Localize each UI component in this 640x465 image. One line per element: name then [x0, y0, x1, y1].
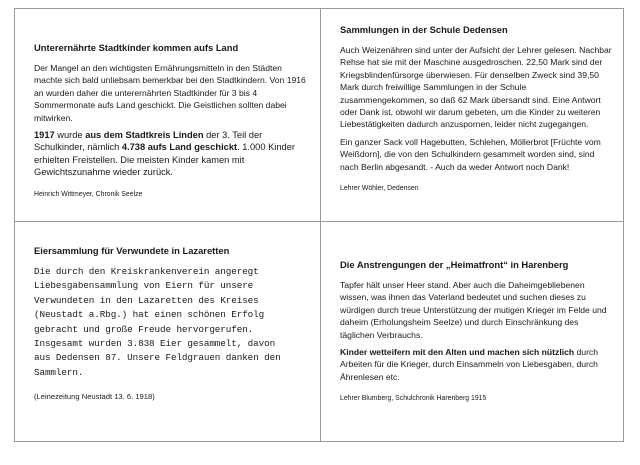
text-line: gebracht und große Freude hervorgerufen. — [34, 323, 254, 335]
typewritten-text — [34, 265, 306, 380]
bold-run: Kinder wetteifern mit den Alten und machen sich nützlich — [340, 347, 575, 358]
text-run: der 3. Teil der Schulkinder, nämlich — [34, 130, 263, 153]
text-line: Die durch den Kreiskrankenverein angeregt — [34, 266, 259, 277]
paragraph: Ein ganzer Sack voll Hagebutten, Schlehen, Möllerbrot [Früchte vom Weißdorn], die von den Schulkindern gesammelt worden sind, sind nach Berlin abgesandt. - Auch da weder Antwort noch Dank! — [340, 136, 601, 172]
panel-sammlungen — [340, 24, 612, 194]
paragraph: Der Mangel an den wichtigsten Ernährungsmitteln in den Städten machte sich bald unliebsam bemerkbar bei den Stadtkindern. Von 1916 an wurden daher die unterernährten Stadtkinder für 3 bis 4 Sommermonate aufs Land geschickt. Die Geistlichen sollten dabei mitwirken. — [34, 63, 306, 123]
bold-run: 4.738 aufs Land geschickt — [121, 142, 238, 153]
paragraph-linden — [34, 129, 306, 179]
paragraph: Tapfer hält unser Heer stand. Aber auch die Daheimgebliebenen wissen, was ihnen das Vaterland bedeutet und suchen dieses zu würdigen durch treue Unterstützung der mutigen Krieger im Felde und daheim (Erholungsheim Seelze) und durch Einschränkung des täglichen Verbrauchs. — [340, 280, 607, 340]
year: 1917 — [34, 130, 55, 141]
panel-title: Unterernährte Stadtkinder kommen aufs Land — [34, 42, 239, 53]
panel-stadtkinder — [34, 42, 306, 200]
text-line: Verwundeten in den Lazaretten des Kreises — [34, 294, 259, 306]
text-line: aus Dedensen 87. Unsere Feldgrauen danken den — [34, 352, 281, 364]
panel-heimatfront — [340, 259, 612, 404]
text-line: (Neustadt a.Rbg.) hat einen schönen Erfolg — [34, 309, 265, 321]
text-line: Sammlern. — [34, 366, 84, 378]
source-citation: Lehrer Blumberg, Schulchronik Harenberg 1915 — [340, 395, 487, 403]
panel-eiersammlung — [34, 245, 306, 402]
bold-run: aus dem Stadtkreis Linden — [85, 130, 204, 141]
panel-title: Eiersammlung für Verwundete in Lazaretten — [34, 245, 230, 256]
panel-title: Die Anstrengungen der „Heimatfront“ in Harenberg — [340, 259, 569, 270]
horizontal-divider — [14, 221, 624, 222]
vertical-divider — [320, 8, 321, 442]
text-line: Insgesamt wurden 3.838 Eier gesammelt, davon — [34, 338, 276, 350]
text-run: wurde — [54, 130, 86, 141]
source-citation: (Leinezeitung Neustadt 13. 6. 1918) — [34, 392, 155, 402]
source-citation: Lehrer Wöhler, Dedensen — [340, 185, 419, 193]
panel-title: Sammlungen in der Schule Dedensen — [340, 24, 508, 35]
paragraph-kinder — [340, 346, 612, 383]
text-line: Liebesgabensammlung von Eiern für unsere — [34, 280, 254, 292]
text-run: durch Arbeiten für die Krieger, durch Einsammeln von Liebesgaben, durch Ährenlesen etc. — [340, 347, 599, 382]
source-citation: Heinrich Wittmeyer, Chronik Seelze — [34, 190, 143, 198]
paragraph: Auch Weizenähren sind unter der Aufsicht der Lehrer gelesen. Nachbar Rehse hat sie mit der Maschine ausgedroschen. 22,50 Mark sind der Kriegsblindenfürsorge überwiesen. Für denselben Zweck sind 39,50 Mark durch freiwillige Sammlungen in der Schule zusammengekommen, so daß 62 Mark übersandt sind. Eine Antwort oder Dank ist, obwohl wir darum gebeten, um die Kinder zu weiteren Liebestätigkeiten dadurch anzuspornen, leider nicht zugegangen. — [340, 45, 612, 130]
text-run: . 1.000 Kinder erhielten Freistellen. Die meisten Kinder kamen mit Gewichtszunahme wieder zurück. — [34, 142, 295, 178]
